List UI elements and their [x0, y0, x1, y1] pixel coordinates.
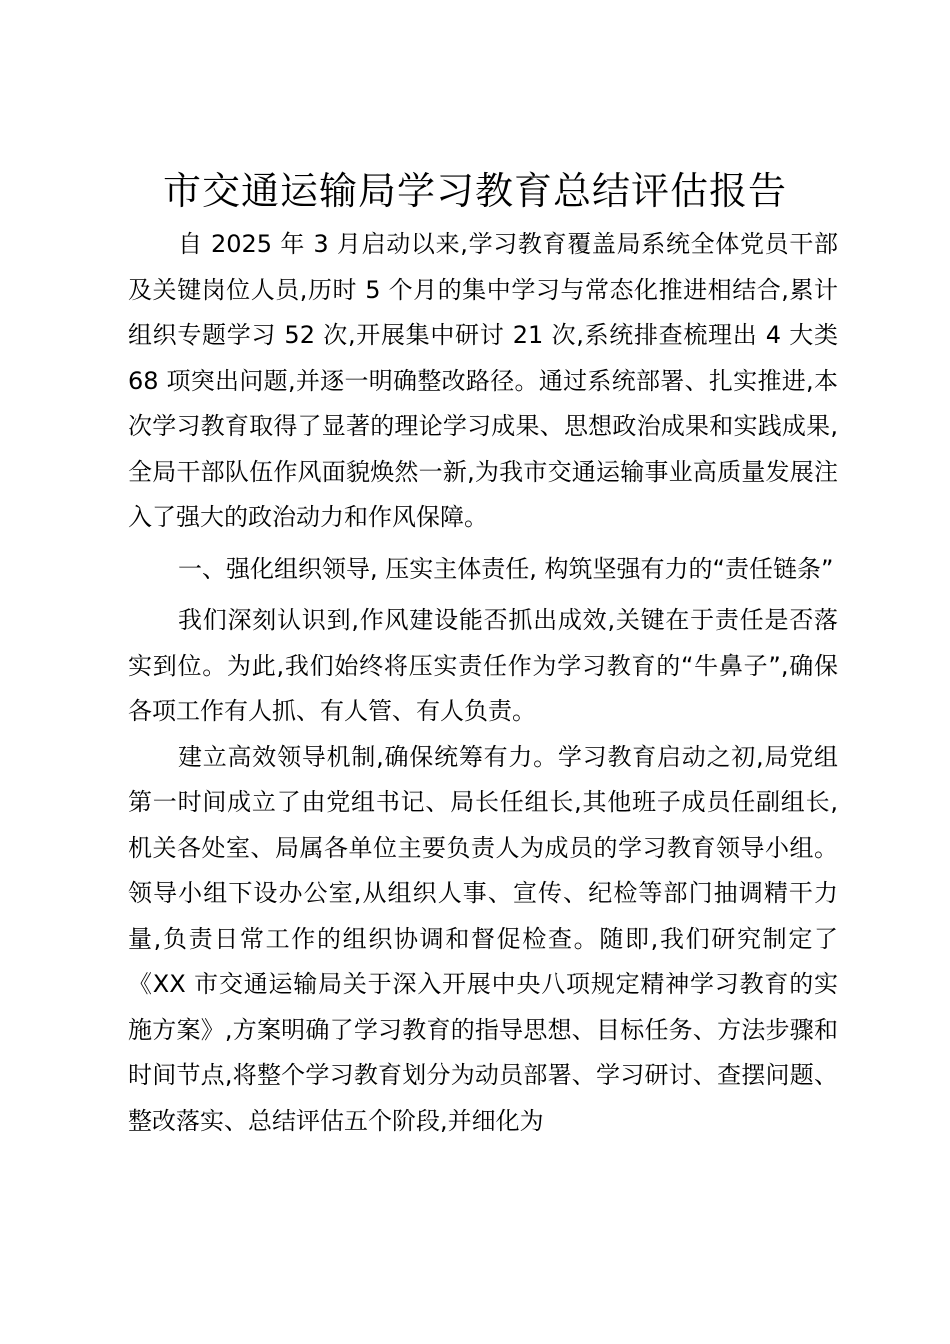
intro-paragraph: 自 2025 年 3 月启动以来,学习教育覆盖局系统全体党员干部及关键岗位人员,历时 5 个月的集中学习与常态化推进相结合,累计组织专题学习 52 次,开展集中研讨 21 次,系统排查梳理出 4 大类 68 项突出问题,并逐一明确整改路径。通过系统部署、扎实推进,本次学习教育取得了显著的理论学习成果、思想政治成果和实践成果,全局干部队伍作风面貌焕然一新,为我市交通运输事业高质量发展注入了强大的政治动力和作风保障。 — [128, 230, 838, 531]
document-body — [128, 222, 838, 1144]
body-paragraph-1: 我们深刻认识到,作风建设能否抓出成效,关键在于责任是否落实到位。为此,我们始终将压实责任作为学习教育的“牛鼻子”,确保各项工作有人抓、有人管、有人负责。 — [128, 606, 838, 725]
body-paragraph-2: 建立高效领导机制,确保统筹有力。学习教育启动之初,局党组第一时间成立了由党组书记、局长任组长,其他班子成员任副组长,机关各处室、局属各单位主要负责人为成员的学习教育领导小组。领导小组下设办公室,从组织人事、宣传、纪检等部门抽调精干力量,负责日常工作的组织协调和督促检查。随即,我们研究制定了《XX 市交通运输局关于深入开展中央八项规定精神学习教育的实施方案》,方案明确了学习教育的指导思想、目标任务、方法步骤和时间节点,将整个学习教育划分为动员部署、学习研讨、查摆问题、整改落实、总结评估五个阶段,并细化为 — [128, 742, 838, 1135]
section-heading-1: 一、强化组织领导, 压实主体责任, 构筑坚强有力的“责任链条” — [178, 554, 834, 583]
document-title: 市交通运输局学习教育总结评估报告 — [162, 169, 787, 213]
